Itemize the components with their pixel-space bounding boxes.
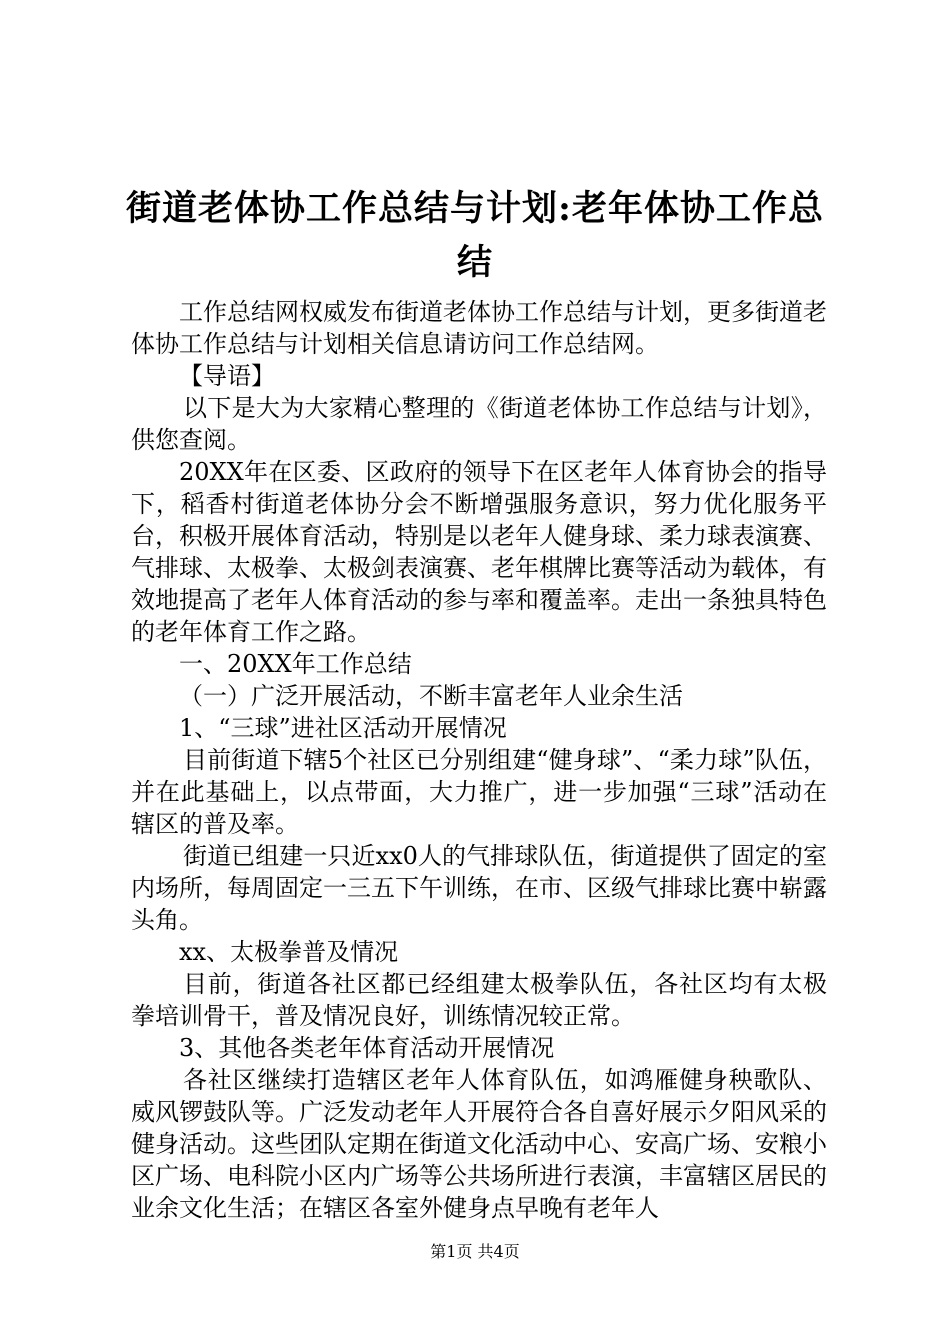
document-body [131,296,827,1224]
document-title: 街道老体协工作总结与计划:老年体协工作总结 [126,188,824,283]
item-heading: 3、其他各类老年体育活动开展情况 [179,1034,555,1062]
item-paragraph: 目前，街道各社区都已经组建太极拳队伍，各社区均有太极拳培训骨干，普及情况良好，训练情况较正常。 [131,970,827,1030]
section-heading: 一、20XX年工作总结 [179,650,412,678]
guide-paragraph: 以下是大为大家精心整理的《街道老体协工作总结与计划》，供您查阅。 [131,394,827,454]
page-number-footer: 第1页 共4页 [430,1242,520,1261]
item-heading: 1、“三球”进社区活动开展情况 [179,714,507,742]
intro-paragraph: 工作总结网权威发布街道老体协工作总结与计划，更多街道老体协工作总结与计划相关信息请访问工作总结网。 [131,298,827,358]
subsection-heading: （一）广泛开展活动，不断丰富老年人业余生活 [179,682,683,710]
guide-heading: 【导语】 [179,362,275,390]
item-paragraph: 各社区继续打造辖区老年人体育队伍，如鸿雁健身秧歌队、威风锣鼓队等。广泛发动老年人开展符合各自喜好展示夕阳风采的健身活动。这些团队定期在街道文化活动中心、安高广场、安粮小区广场、电科院小区内广场等公共场所进行表演，丰富辖区居民的业余文化生活；在辖区各室外健身点早晚有老年人 [131,1066,827,1222]
item-paragraph: 街道已组建一只近xx0人的气排球队伍，街道提供了固定的室内场所，每周固定一三五下午训练，在市、区级气排球比赛中崭露头角。 [131,842,827,934]
item-paragraph: 目前街道下辖5个社区已分别组建“健身球”、“柔力球”队伍，并在此基础上，以点带面，大力推广，进一步加强“三球”活动在辖区的普及率。 [131,746,827,838]
overview-paragraph: 20XX年在区委、区政府的领导下在区老年人体育协会的指导下，稻香村街道老体协分会不断增强服务意识，努力优化服务平台，积极开展体育活动，特别是以老年人健身球、柔力球表演赛、气排球、太极拳、太极剑表演赛、老年棋牌比赛等活动为载体，有效地提高了老年人体育活动的参与率和覆盖率。走出一条独具特色的老年体育工作之路。 [131,458,827,646]
item-heading: xx、太极拳普及情况 [179,938,399,966]
